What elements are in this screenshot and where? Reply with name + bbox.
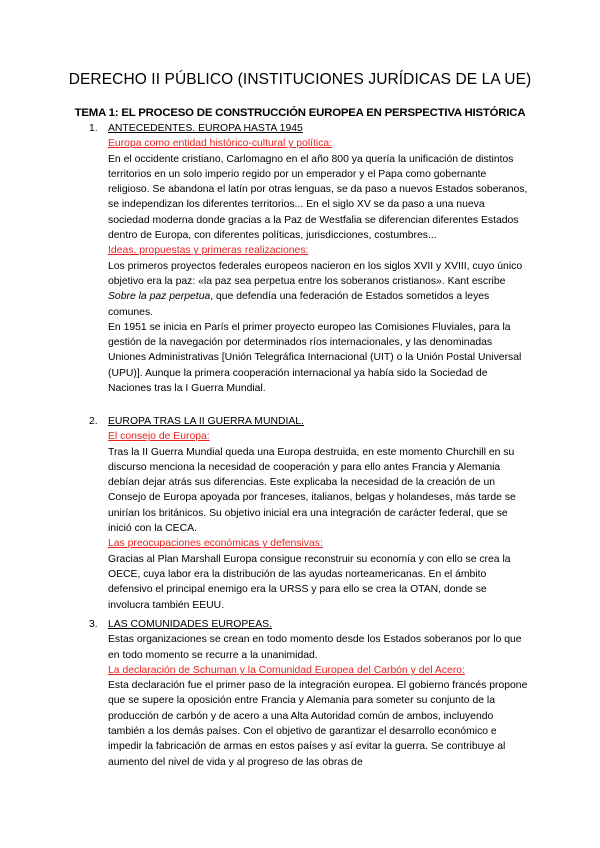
- section-heading: LAS COMUNIDADES EUROPEAS.: [108, 619, 272, 630]
- paragraph: Tras la II Guerra Mundial queda una Europa destruida, en este momento Churchill en su discurso menciona la necesidad de cooperación y para ello antes Francia y Alemania debían dejar atrás sus diferencias. Este explicaba la necesidad de la creación de un Consejo de Europa apoyada por franceses, italianos, belgas y holandeses, más tarde se unirían los británicos. Su objetivo inicial era una integración de carácter federal, que se inició con la CECA.: [108, 446, 516, 535]
- section-number: 3.: [89, 619, 98, 630]
- paragraph: Gracias al Plan Marshall Europa consigue reconstruir su economía y con ello se crea la OECE, cuya labor era la distribución de las ayudas norteamericanas. En el ámbito defensivo el principal enemigo era la URSS y para ello se crea la OTAN, donde se involucra también EEUU.: [108, 553, 511, 611]
- text-run: , que defendía una federación de Estados sometidos a leyes comunes.: [108, 291, 490, 318]
- paragraph: [108, 259, 529, 320]
- section-number: 2.: [89, 416, 98, 427]
- book-title: Sobre la paz perpetua: [108, 291, 211, 303]
- tema-heading: TEMA 1: EL PROCESO DE CONSTRUCCIÓN EUROPEA EN PERSPECTIVA HISTÓRICA: [74, 107, 526, 119]
- subheading: El consejo de Europa:: [108, 431, 210, 443]
- text-run: Los primeros proyectos federales europeos nacieron en los siglos XVII y XVIII, cuyo único objetivo era la paz: «la paz sea perpetua entre los soberanos cristianos». Kant escribe: [108, 260, 523, 287]
- document-title: DERECHO II PÚBLICO (INSTITUCIONES JURÍDICAS DE LA UE): [68, 71, 532, 88]
- section-heading: ANTECEDENTES. EUROPA HASTA 1945: [108, 123, 303, 134]
- subheading: Europa como entidad histórico-cultural y política:: [108, 138, 333, 150]
- section-2: [89, 414, 529, 613]
- section-number: 1.: [89, 123, 98, 134]
- paragraph: Esta declaración fue el primer paso de la integración europea. El gobierno francés propone que se supere la oposición entre Francia y Alemania para someter su conjunto de la producción de carbón y de acero a una Alta Autoridad común de ambos, incluyendo también a los demás países. Con el objetivo de garantizar el desarrollo económico e impedir la fabricación de armas en estos países y así evitar la guerra. Se contribuye al aumento del nivel de vida y al progreso de las obras de: [108, 680, 528, 768]
- paragraph: En el occidente cristiano, Carlomagno en el año 800 ya quería la unificación de distintos territorios en un solo imperio regido por un emperador y el Papa como gobernante religioso. Se abandona el latín por otras lenguas, se da paso a nuevos Estados soberanos, se independizan los diferentes territorios... En el siglo XV se da paso a una nueva sociedad moderna donde gracias a la Paz de Westfalia se diferencian diferentes Estados dentro de Europa, con diferentes políticas, jurisdicciones, costumbres...: [108, 153, 528, 242]
- paragraph: En 1951 se inicia en París el primer proyecto europeo las Comisiones Fluviales, para la gestión de la navegación por determinados ríos internacionales, y las denominadas Uniones Administrativas [Unión Telegráfica Internacional (UIT) o la Unión Postal Universal (UPU)]. Aunque la primera cooperación internacional ya había sido la Sociedad de Naciones tras la I Guerra Mundial.: [108, 321, 522, 395]
- subheading: Ideas, propuestas y primeras realizaciones:: [108, 245, 309, 257]
- subheading: La declaración de Schuman y la Comunidad Europea del Carbón y del Acero:: [108, 664, 465, 676]
- subheading: Las preocupaciones económicas y defensivas:: [108, 538, 323, 550]
- section-3: [89, 617, 529, 770]
- section-heading: EUROPA TRAS LA II GUERRA MUNDIAL.: [108, 416, 304, 427]
- section-1: [89, 121, 529, 396]
- paragraph: Estas organizaciones se crean en todo momento desde los Estados soberanos por lo que en todo momento se recurre a la unanimidad.: [108, 634, 522, 661]
